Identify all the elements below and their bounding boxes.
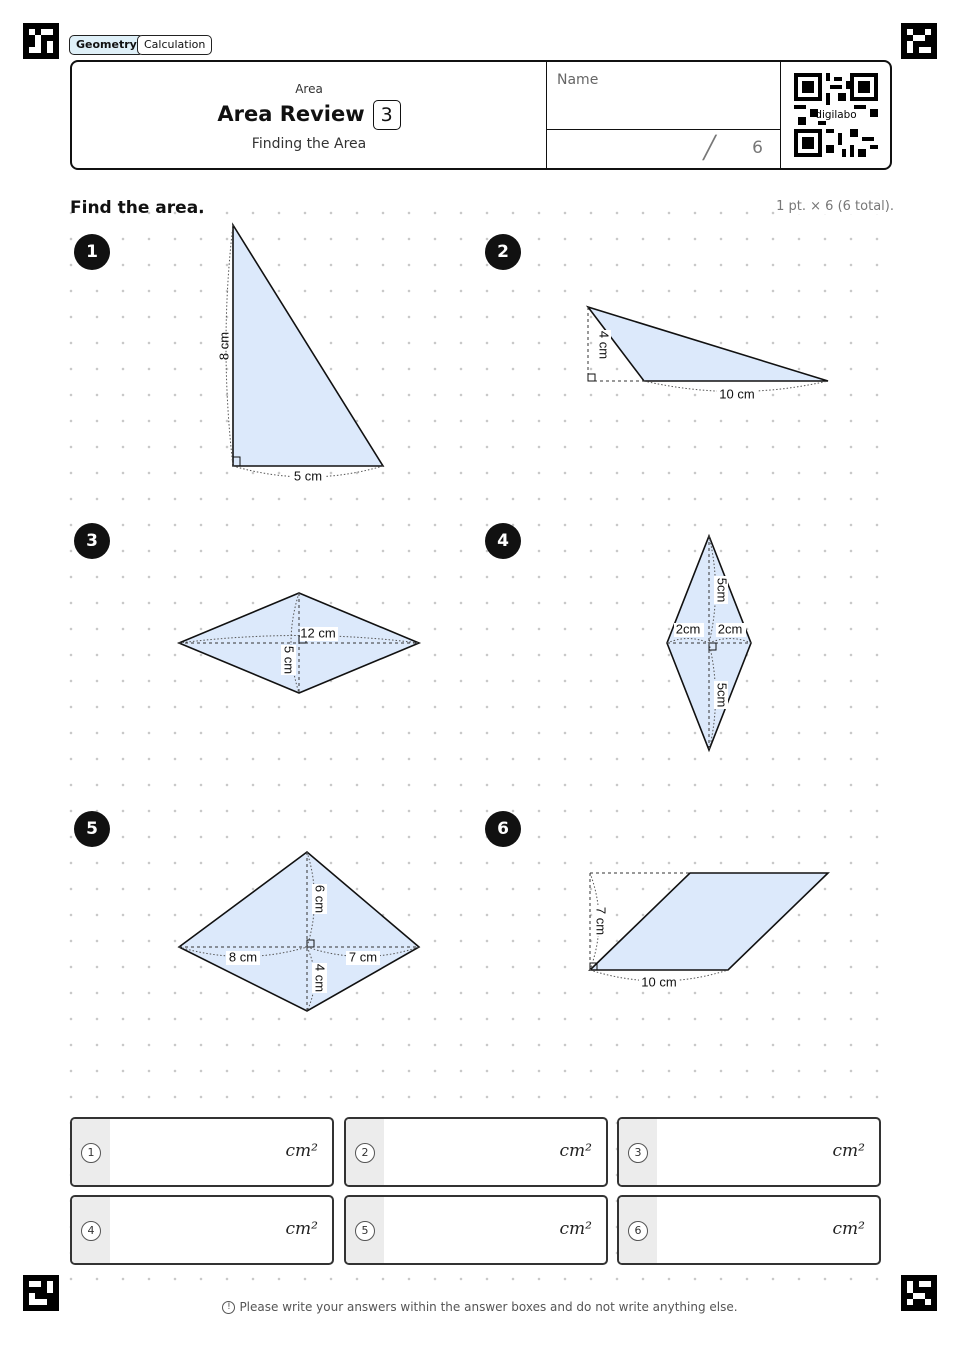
problem-number-3: 3 (74, 523, 110, 559)
qr-brand-text: digilabo (815, 109, 857, 122)
answer-number-cell (72, 1197, 110, 1263)
problem-number-6: 6 (485, 811, 521, 847)
answer-number-cell (619, 1197, 657, 1263)
figure-2-obtuse-triangle (588, 307, 828, 402)
problem-number-2: 2 (485, 234, 521, 270)
answer-number-3: 3 (628, 1143, 648, 1163)
title-text: Area Review (217, 102, 365, 126)
figure-6-label-height: 7 cm (593, 906, 609, 936)
header-subtitle: Finding the Area (251, 136, 367, 152)
tag-geometry: Geometry (69, 35, 144, 55)
figure-5-label-top: 6 cm (312, 884, 328, 914)
answer-number-1: 1 (81, 1143, 101, 1163)
answer-box-2[interactable] (344, 1117, 608, 1187)
answer-number-4: 4 (81, 1221, 101, 1241)
answer-unit-4: cm² (285, 1219, 318, 1239)
answer-box-1[interactable] (70, 1117, 334, 1187)
figure-4-label-left: 2cm (675, 621, 701, 637)
figure-5-quadrilateral (179, 852, 419, 1011)
answer-unit-1: cm² (285, 1141, 318, 1161)
answer-box-5[interactable] (344, 1195, 608, 1265)
points-note: 1 pt. × 6 (6 total). (776, 199, 894, 214)
figure-4-label-bottom: 5cm (714, 682, 730, 708)
answer-box-4[interactable] (70, 1195, 334, 1265)
figure-2-label-height: 4 cm (596, 330, 612, 360)
figure-6-label-base: 10 cm (641, 974, 677, 990)
figure-1-right-triangle (216, 225, 383, 484)
answer-number-cell (346, 1197, 384, 1263)
figure-4-label-right: 2cm (717, 621, 743, 637)
score-slash: ╱ (703, 136, 717, 161)
title-number: 3 (373, 100, 401, 130)
header-category: Area (295, 82, 323, 96)
answer-unit-5: cm² (559, 1219, 592, 1239)
info-icon: ! (222, 1301, 235, 1314)
figure-4-label-top: 5cm (714, 577, 730, 603)
figure-2-label-base: 10 cm (719, 386, 755, 402)
answer-number-2: 2 (355, 1143, 375, 1163)
figure-6-parallelogram (590, 873, 828, 990)
answer-unit-3: cm² (832, 1141, 865, 1161)
figure-3-rhombus (179, 593, 419, 693)
answer-number-cell (72, 1119, 110, 1185)
answer-unit-2: cm² (559, 1141, 592, 1161)
figure-4-rhombus (667, 536, 751, 750)
answer-box-3[interactable] (617, 1117, 881, 1187)
figure-5-label-right: 7 cm (348, 949, 378, 965)
footer-text: Please write your answers within the answer boxes and do not write anything else. (239, 1300, 738, 1314)
answer-number-6: 6 (628, 1221, 648, 1241)
answer-number-cell (619, 1119, 657, 1185)
figure-5-label-bottom: 4 cm (312, 963, 328, 993)
figure-1-label-height: 8 cm (216, 331, 232, 361)
instruction: Find the area. (70, 198, 205, 218)
score-total: 6 (752, 138, 763, 158)
footer-note (0, 1300, 960, 1314)
tag-calculation: Calculation (137, 35, 212, 55)
name-label: Name (557, 72, 599, 88)
answer-number-cell (346, 1119, 384, 1185)
answer-unit-6: cm² (832, 1219, 865, 1239)
figure-5-label-left: 8 cm (228, 949, 258, 965)
figure-3-label-height: 5 cm (281, 645, 297, 675)
answer-box-6[interactable] (617, 1195, 881, 1265)
problem-number-5: 5 (74, 811, 110, 847)
figure-3-label-width: 12 cm (300, 625, 336, 641)
figure-1-label-base: 5 cm (293, 468, 323, 484)
problem-number-1: 1 (74, 234, 110, 270)
answer-number-5: 5 (355, 1221, 375, 1241)
problem-number-4: 4 (485, 523, 521, 559)
